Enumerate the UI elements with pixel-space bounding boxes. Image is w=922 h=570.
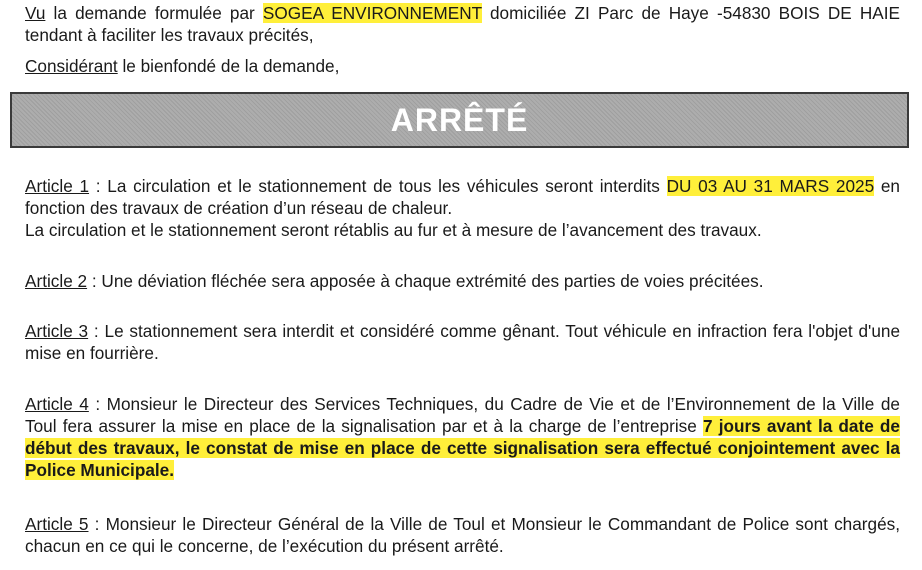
article-1 — [25, 175, 900, 241]
article-5 — [25, 513, 900, 557]
company-name-highlight: SOGEA ENVIRONNEMENT — [262, 3, 482, 23]
vu-label: Vu — [25, 3, 46, 23]
article-4 — [25, 393, 900, 481]
vu-text-2: domiciliée ZI Parc de Haye -54830 BOIS DE HAIE tendant à faciliter les travaux précités, — [25, 3, 901, 45]
vu-text-1: la demande formulée par — [45, 3, 263, 23]
article-4-label: Article 4 — [25, 394, 89, 414]
vu-paragraph — [25, 2, 900, 46]
article-1-text-1: : La circulation et le stationnement de tous les véhicules seront interdits — [89, 176, 667, 196]
arrete-title: ARRÊTÉ — [390, 102, 529, 138]
article-3-label: Article 3 — [25, 321, 89, 341]
article-1-text-2: en fonction des travaux de création d’un réseau de chaleur. — [25, 176, 900, 218]
considerant-label: Considérant — [25, 56, 118, 76]
article-5-text: : Monsieur le Directeur Général de la Ville de Toul et Monsieur le Commandant de Police sont chargés, chacun en ce qui le concerne, de l’exécution du présent arrêté. — [25, 514, 901, 556]
article-2-text: : Une déviation fléchée sera apposée à chaque extrémité des parties de voies précitées. — [87, 271, 764, 291]
considerant-paragraph — [25, 55, 900, 77]
article-2-label: Article 2 — [25, 271, 88, 291]
article-5-label: Article 5 — [25, 514, 89, 534]
article-4-highlight: 7 jours avant la date de début des travaux, le constat de mise en place de cette signalisation sera effectué conjointement avec la Police Municipale. — [25, 416, 900, 480]
article-3-text: : Le stationnement sera interdit et considéré comme gênant. Tout véhicule en infraction fera l'objet d'une mise en fourrière. — [25, 321, 900, 363]
article-1-date-highlight: DU 03 AU 31 MARS 2025 — [666, 176, 875, 196]
article-2 — [25, 270, 900, 292]
arrete-banner — [10, 92, 909, 148]
article-1-line-2: La circulation et le stationnement seront rétablis au fur et à mesure de l’avancement des travaux. — [25, 220, 762, 240]
considerant-text: le bienfondé de la demande, — [117, 56, 340, 76]
article-1-label: Article 1 — [25, 176, 90, 196]
article-4-text: : Monsieur le Directeur des Services Techniques, du Cadre de Vie et de l’Environnement de la Ville de Toul fera assurer la mise en place de la signalisation par et à la charge de l’entreprise — [25, 394, 900, 436]
article-3 — [25, 320, 900, 364]
